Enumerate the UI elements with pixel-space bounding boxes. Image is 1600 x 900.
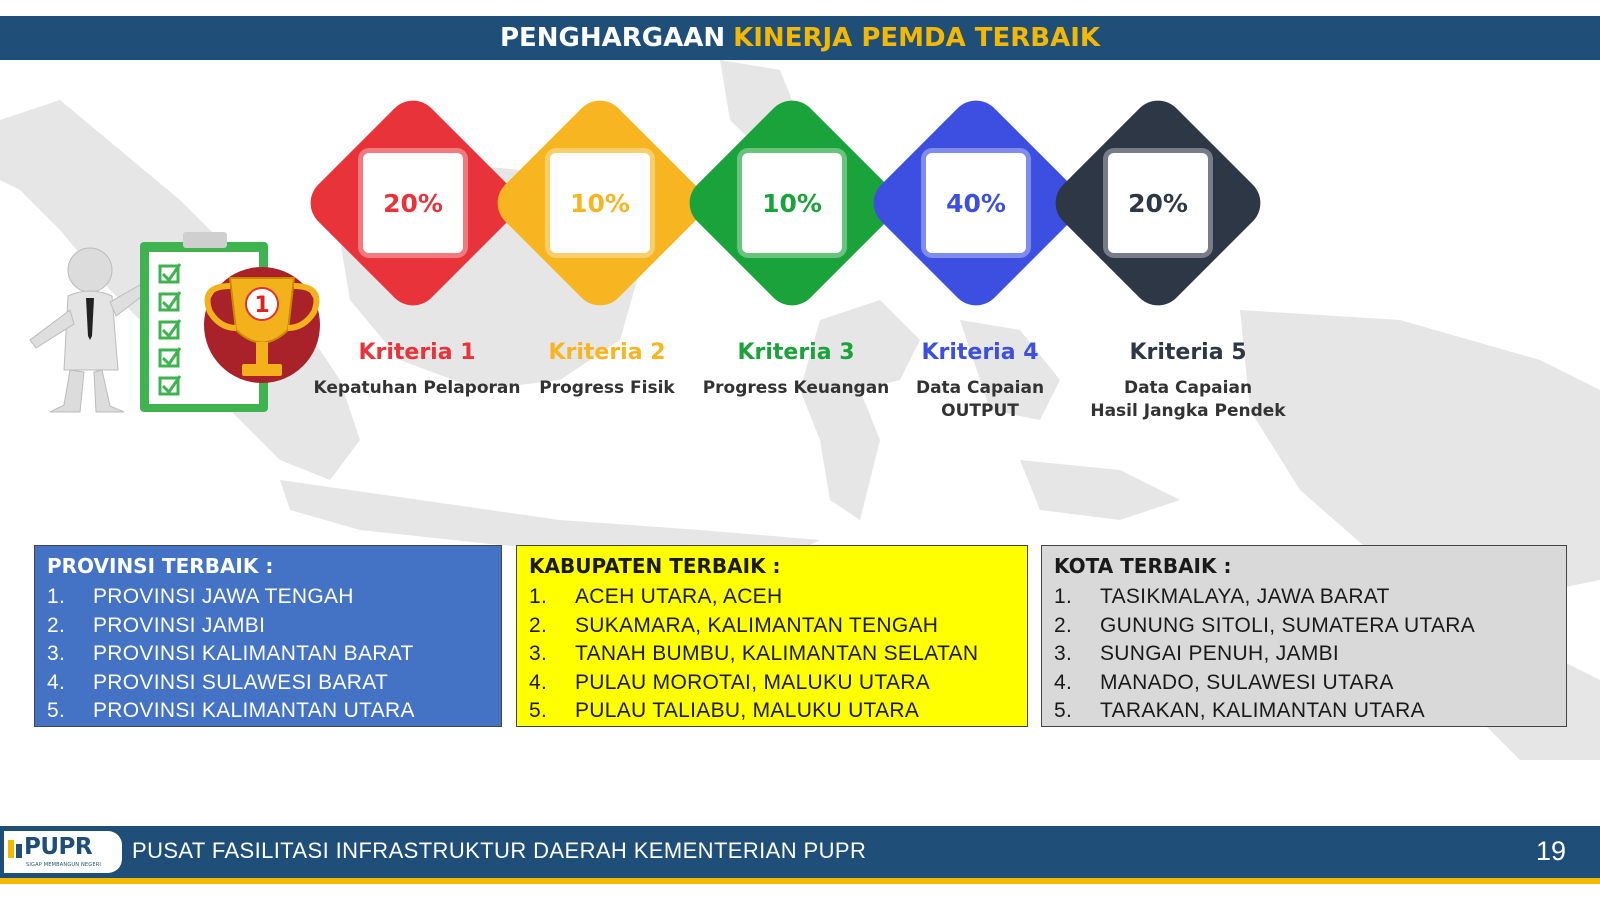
item-text: SUKAMARA, KALIMANTAN TENGAH — [575, 613, 939, 637]
item-text: PULAU TALIABU, MALUKU UTARA — [575, 699, 920, 722]
item-text: SUNGAI PENUH, JAMBI — [1100, 642, 1340, 665]
page-title: PENGHARGAAN — [499, 23, 726, 53]
item-number: 4. — [1054, 670, 1073, 694]
kota-terbaik-box — [1041, 545, 1567, 727]
criteria-diamond-5 — [1045, 90, 1271, 316]
provinsi-list — [47, 583, 489, 726]
list-item — [47, 669, 489, 698]
criteria-description — [307, 377, 527, 400]
item-text: PULAU MOROTAI, MALUKU UTARA — [575, 670, 931, 694]
footer-text: PUSAT FASILITASI INFRASTRUKTUR DAERAH KEMENTERIAN PUPR — [132, 838, 867, 863]
list-item — [1054, 583, 1554, 612]
list-item — [47, 612, 489, 641]
item-number: 3. — [1054, 642, 1073, 665]
page-number: 19 — [1535, 836, 1566, 866]
title-bar — [0, 16, 1600, 60]
pupr-emblem-icon — [7, 838, 25, 860]
item-text: PROVINSI SULAWESI BARAT — [93, 670, 389, 694]
item-number: 2. — [1054, 613, 1073, 637]
item-number: 2. — [529, 613, 548, 637]
percent-value: 20% — [363, 153, 463, 253]
item-number: 1. — [1054, 585, 1073, 608]
item-number: 4. — [529, 670, 548, 694]
footer-bar — [0, 826, 1600, 884]
item-text: PROVINSI KALIMANTAN UTARA — [93, 699, 415, 722]
criteria-desc-line: Progress Keuangan — [702, 378, 890, 398]
criteria-title: Kriteria 3 — [737, 340, 855, 365]
criteria-title: Kriteria 2 — [548, 340, 666, 365]
kabupaten-heading: KABUPATEN TERBAIK : — [529, 554, 781, 578]
criteria-label-2 — [497, 340, 717, 400]
list-item — [1054, 697, 1554, 726]
criteria-desc-line: OUTPUT — [941, 401, 1019, 421]
criteria-title: Kriteria 4 — [921, 340, 1039, 365]
person-figure-icon — [30, 248, 150, 412]
criteria-label-4 — [870, 340, 1090, 423]
item-text: MANADO, SULAWESI UTARA — [1100, 670, 1394, 694]
list-item — [47, 697, 489, 726]
criteria-description — [1068, 377, 1308, 423]
criteria-desc-line: Data Capaian — [915, 378, 1045, 398]
criteria-desc-line: Hasil Jangka Pendek — [1090, 401, 1286, 421]
item-text: ACEH UTARA, ACEH — [575, 585, 783, 608]
item-number: 5. — [529, 699, 548, 722]
percent-value: 10% — [742, 153, 842, 253]
criteria-description — [497, 377, 717, 400]
list-item — [529, 583, 1015, 612]
criteria-label-1 — [307, 340, 527, 400]
percent-value: 20% — [1108, 153, 1208, 253]
criteria-diamonds — [300, 90, 1300, 330]
item-number: 5. — [47, 699, 66, 722]
kabupaten-list — [529, 583, 1015, 726]
item-number: 1. — [529, 585, 548, 608]
item-text: PROVINSI KALIMANTAN BARAT — [93, 642, 414, 665]
item-text: PROVINSI JAMBI — [93, 613, 266, 637]
list-item — [529, 669, 1015, 698]
item-text: TARAKAN, KALIMANTAN UTARA — [1100, 699, 1425, 722]
list-item — [529, 697, 1015, 726]
pupr-logo — [4, 831, 122, 873]
criteria-desc-line: Kepatuhan Pelaporan — [313, 378, 521, 398]
page-title-highlight: KINERJA PEMDA TERBAIK — [733, 23, 1101, 53]
percent-value: 40% — [926, 153, 1026, 253]
item-text: PROVINSI JAWA TENGAH — [93, 585, 354, 608]
criteria-desc-line: Data Capaian — [1123, 378, 1253, 398]
item-number: 4. — [47, 670, 66, 694]
kota-heading: KOTA TERBAIK : — [1054, 554, 1232, 578]
list-item — [47, 583, 489, 612]
item-text: TANAH BUMBU, KALIMANTAN SELATAN — [575, 642, 979, 665]
logo-tagline: SIGAP MEMBANGUN NEGERI — [26, 862, 102, 868]
criteria-labels — [290, 340, 1330, 440]
criteria-label-5 — [1068, 340, 1308, 423]
percent-value: 10% — [550, 153, 650, 253]
list-item — [529, 640, 1015, 669]
item-number: 3. — [47, 642, 66, 665]
criteria-desc-line: Progress Fisik — [539, 378, 675, 398]
kabupaten-terbaik-box — [516, 545, 1028, 727]
list-item — [1054, 640, 1554, 669]
criteria-title: Kriteria 5 — [1129, 340, 1247, 365]
criteria-title: Kriteria 1 — [358, 340, 476, 365]
criteria-description — [870, 377, 1090, 423]
kota-list — [1054, 583, 1554, 726]
trophy-number: 1 — [254, 293, 270, 318]
list-item — [1054, 669, 1554, 698]
item-text: TASIKMALAYA, JAWA BARAT — [1100, 585, 1390, 608]
item-number: 2. — [47, 613, 66, 637]
list-item — [47, 640, 489, 669]
item-text: GUNUNG SITOLI, SUMATERA UTARA — [1100, 613, 1476, 637]
logo-text: PUPR — [24, 834, 93, 860]
item-number: 5. — [1054, 699, 1073, 722]
list-item — [1054, 612, 1554, 641]
list-item — [529, 612, 1015, 641]
provinsi-terbaik-box — [34, 545, 502, 727]
item-number: 3. — [529, 642, 548, 665]
item-number: 1. — [47, 585, 66, 608]
provinsi-heading: PROVINSI TERBAIK : — [47, 554, 274, 578]
